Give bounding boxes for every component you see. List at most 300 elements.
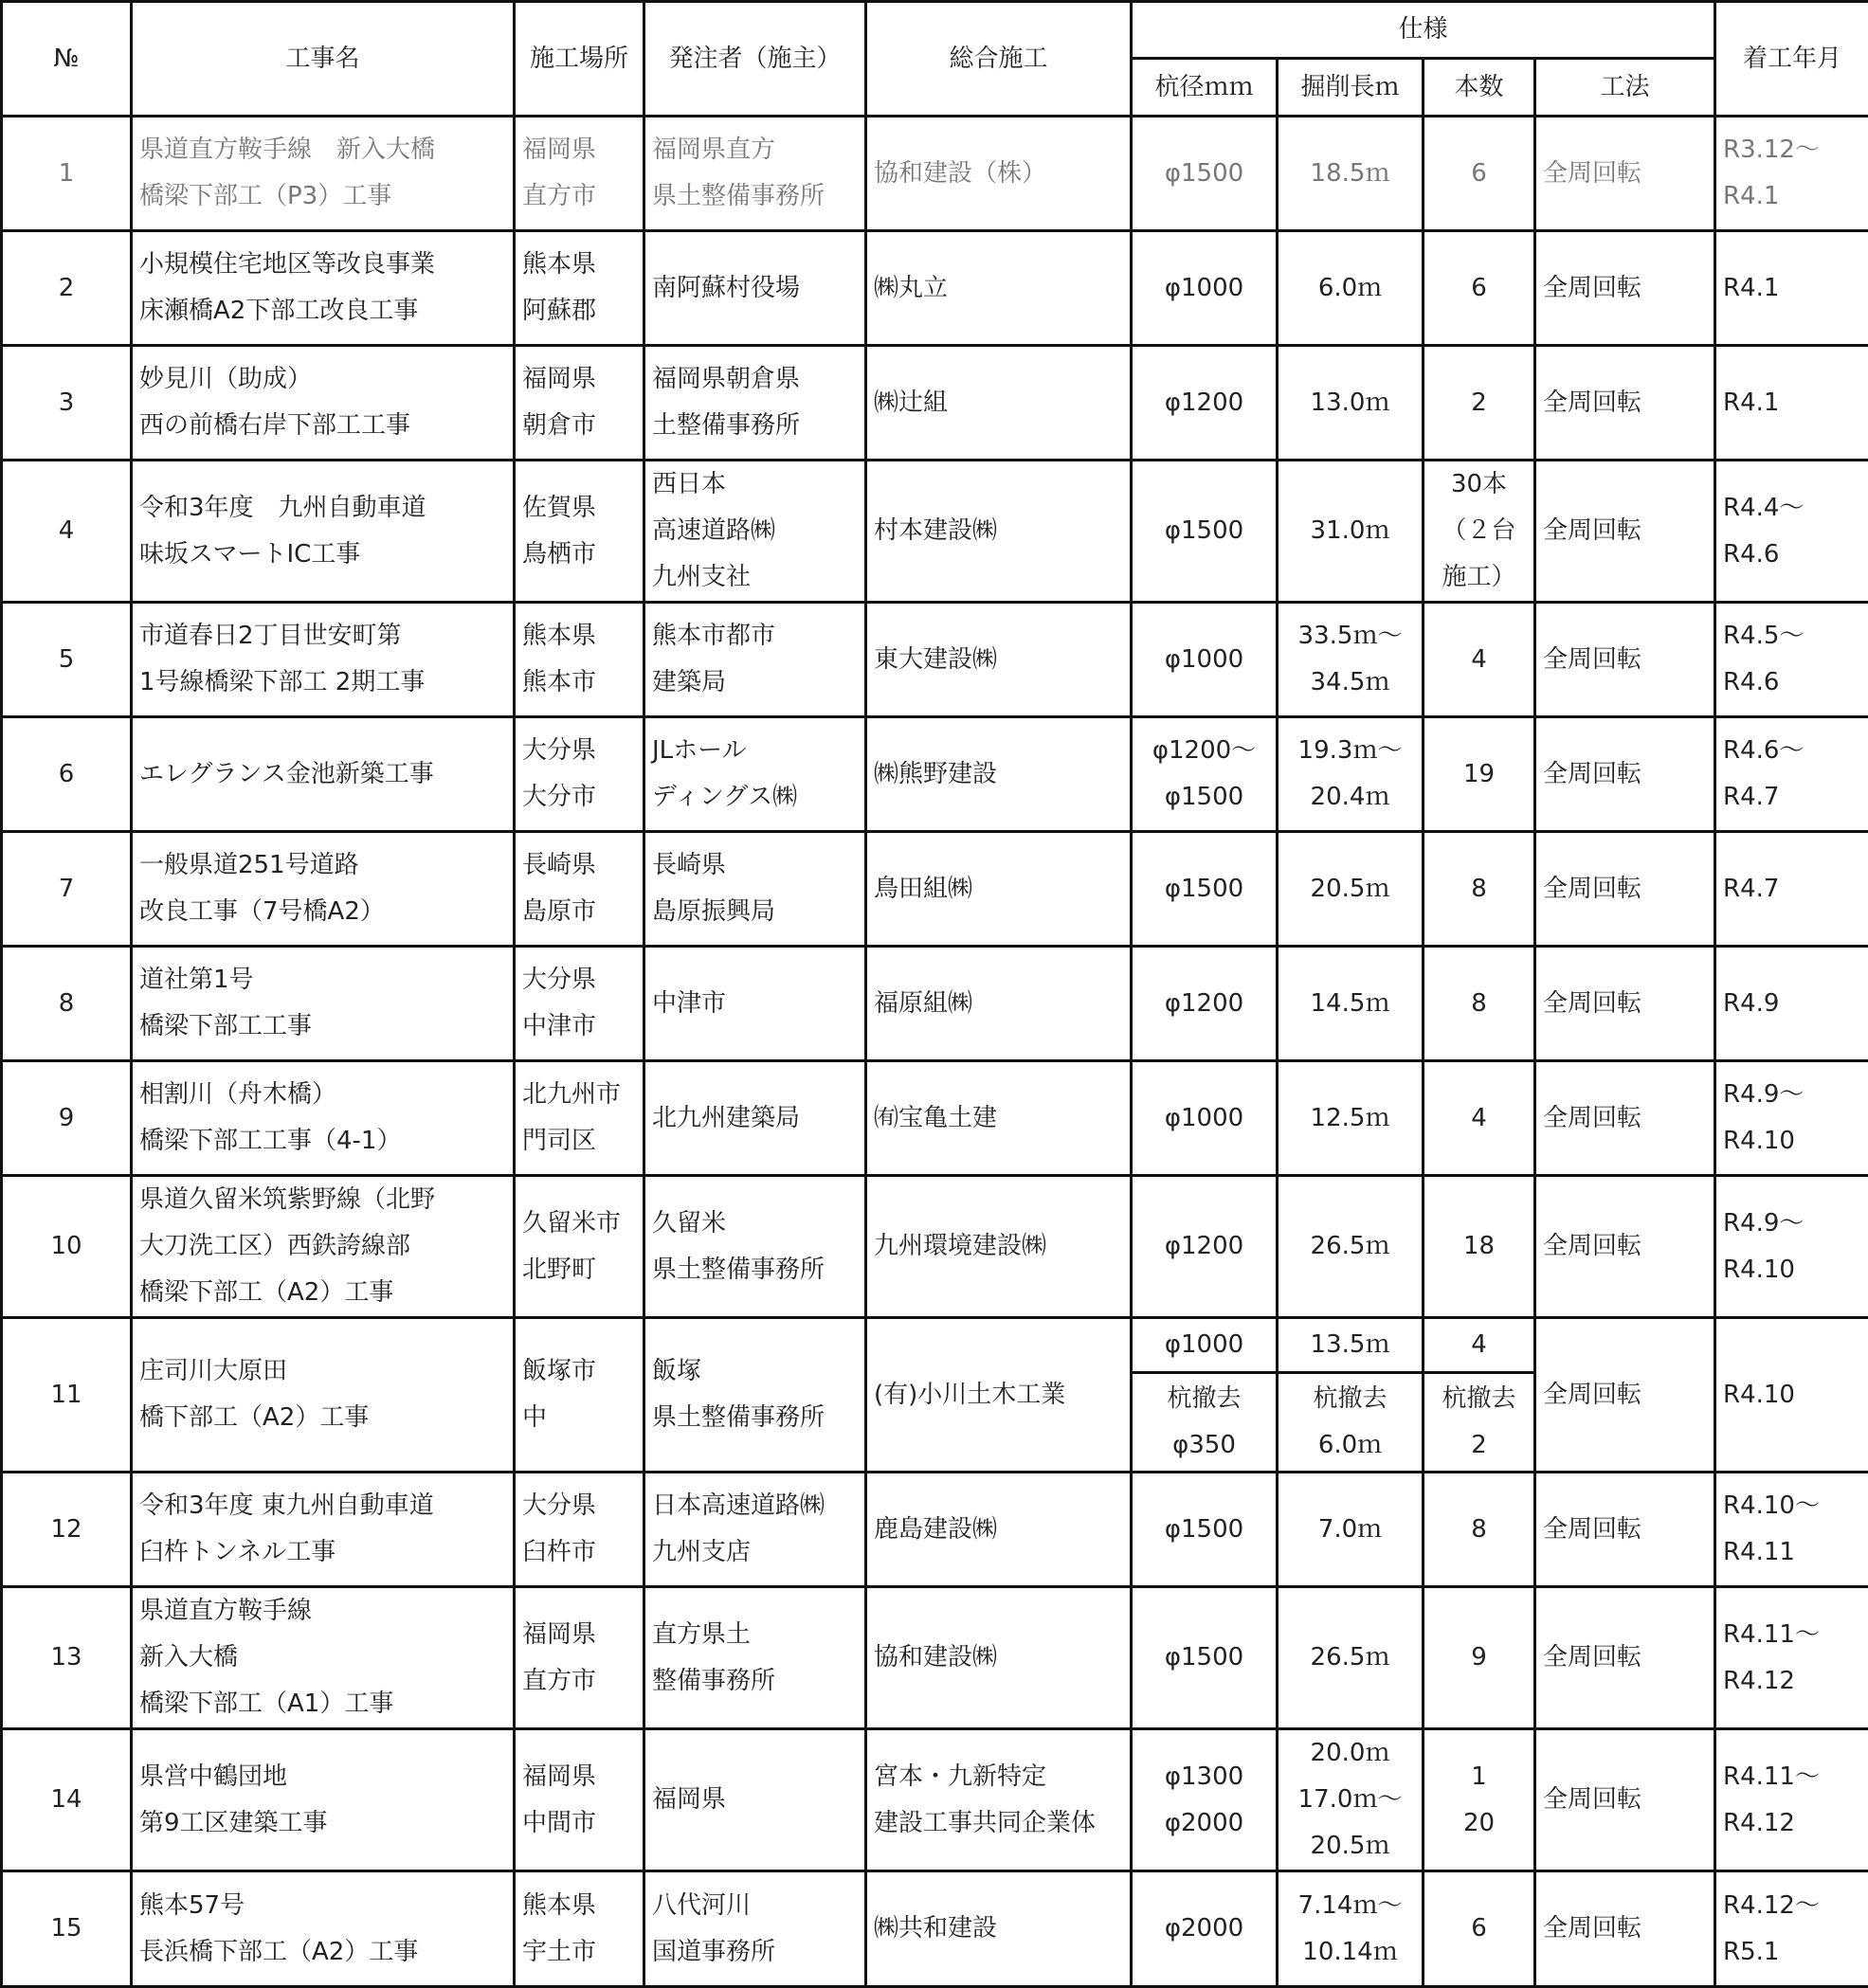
cell-no [2, 461, 132, 603]
cell-depth [1278, 231, 1424, 346]
cell-line: 2 [1431, 1422, 1527, 1469]
cell-line: 13 [9, 1635, 123, 1681]
cell-line: 全周回転 [1543, 1095, 1707, 1142]
cell-line: 市道春日2丁目世安町第 [139, 613, 506, 660]
table-row [2, 1318, 1868, 1373]
cell-contractor [866, 1061, 1132, 1176]
cell-line: R4.12 [1723, 1658, 1861, 1705]
cell-count [1424, 231, 1535, 346]
cell-line: R4.9 [1723, 981, 1861, 1027]
cell-client [644, 1061, 866, 1176]
cell-line: R4.11～ [1723, 1754, 1861, 1800]
cell-contractor [866, 1729, 1132, 1871]
cell-no [2, 1587, 132, 1729]
cell-line: 杭撤去 [1139, 1376, 1269, 1422]
cell-line: 宇土市 [522, 1929, 636, 1976]
cell-line: 久留米市 [522, 1201, 636, 1247]
cell-line: R3.12～ [1723, 127, 1861, 173]
cell-line: 6 [1431, 151, 1527, 197]
cell-line: 杭撤去 [1285, 1376, 1415, 1422]
cell-diameter [1132, 1318, 1278, 1373]
cell-line: R4.10 [1723, 1118, 1861, 1165]
cell-line: 14 [9, 1777, 123, 1823]
cell-count-removal [1424, 1373, 1535, 1473]
cell-line: φ1000 [1139, 1322, 1269, 1368]
cell-line: 福岡県 [522, 1612, 636, 1658]
cell-client [644, 117, 866, 231]
cell-depth [1278, 346, 1424, 461]
header-client: 発注者（施主） [644, 2, 866, 117]
cell-line: 協和建設㈱ [874, 1635, 1123, 1681]
cell-line: 全周回転 [1543, 508, 1707, 554]
cell-contractor [866, 1176, 1132, 1318]
cell-location [515, 603, 644, 717]
cell-line: JLホール [652, 728, 858, 774]
cell-count [1424, 117, 1535, 231]
cell-location [515, 1318, 644, 1473]
cell-line: 大分市 [522, 774, 636, 821]
cell-line: 飯塚 [652, 1348, 858, 1395]
cell-line: 橋梁下部工工事 [139, 1003, 506, 1050]
cell-line: 島原振興局 [652, 889, 858, 935]
cell-line: 4 [1431, 1322, 1527, 1368]
cell-depth [1278, 947, 1424, 1061]
cell-depth [1278, 1061, 1424, 1176]
cell-line: 6.0ｍ [1285, 265, 1415, 312]
cell-diameter [1132, 603, 1278, 717]
cell-line: 一般県道251号道路 [139, 842, 506, 889]
cell-line: 県土整備事務所 [652, 1247, 858, 1293]
cell-line: 20.4ｍ [1285, 774, 1415, 821]
cell-contractor [866, 832, 1132, 947]
cell-line: 7.0ｍ [1285, 1507, 1415, 1553]
cell-name [132, 717, 515, 832]
cell-line: φ1000 [1139, 637, 1269, 683]
cell-method [1535, 603, 1715, 717]
cell-line: φ1500 [1139, 508, 1269, 554]
table-row [2, 1176, 1868, 1318]
cell-name [132, 1587, 515, 1729]
cell-line: 6.0ｍ [1285, 1422, 1415, 1469]
cell-line: 改良工事（7号橋A2） [139, 889, 506, 935]
cell-contractor [866, 117, 1132, 231]
cell-location [515, 461, 644, 603]
cell-location [515, 1729, 644, 1871]
cell-line: 20.0ｍ [1285, 1730, 1415, 1777]
cell-count [1424, 1587, 1535, 1729]
cell-start [1715, 461, 1868, 603]
cell-line: 九州支店 [652, 1529, 858, 1576]
cell-line: ㈱辻組 [874, 380, 1123, 426]
cell-line: 熊本県 [522, 1883, 636, 1929]
cell-no [2, 1473, 132, 1587]
cell-line: 7.14ｍ～ [1285, 1883, 1415, 1929]
cell-line: 4 [1431, 637, 1527, 683]
cell-location [515, 1871, 644, 1987]
cell-line: 17.0ｍ～ [1285, 1777, 1415, 1823]
table-body [2, 117, 1868, 1987]
cell-line: 日本高速道路㈱ [652, 1483, 858, 1529]
cell-line: 18 [1431, 1223, 1527, 1270]
cell-count [1424, 1318, 1535, 1373]
cell-no [2, 1061, 132, 1176]
cell-line: R5.1 [1723, 1929, 1861, 1976]
cell-location [515, 1587, 644, 1729]
cell-line: 全周回転 [1543, 751, 1707, 798]
cell-depth [1278, 1729, 1424, 1871]
cell-line: 大刀洗工区）西鉄誇線部 [139, 1223, 506, 1270]
cell-client [644, 1871, 866, 1987]
cell-client [644, 1729, 866, 1871]
cell-location [515, 1176, 644, 1318]
cell-line: 直方市 [522, 173, 636, 220]
cell-count [1424, 1871, 1535, 1987]
cell-method [1535, 1587, 1715, 1729]
cell-name [132, 947, 515, 1061]
cell-line: 31.0ｍ [1285, 508, 1415, 554]
header-start: 着工年月 [1715, 2, 1868, 117]
cell-line: φ1500 [1139, 1635, 1269, 1681]
header-diameter: 杭径ｍｍ [1132, 59, 1278, 117]
cell-line: φ1500 [1139, 866, 1269, 913]
table-row [2, 461, 1868, 603]
cell-no [2, 231, 132, 346]
cell-line: 12.5ｍ [1285, 1095, 1415, 1142]
cell-start [1715, 231, 1868, 346]
cell-line: 熊本県 [522, 242, 636, 288]
cell-line: 整備事務所 [652, 1658, 858, 1705]
cell-no [2, 832, 132, 947]
cell-contractor [866, 346, 1132, 461]
cell-contractor [866, 461, 1132, 603]
cell-no [2, 1318, 132, 1473]
cell-line: 1号線橋梁下部工 2期工事 [139, 660, 506, 706]
cell-no [2, 1729, 132, 1871]
cell-line: 床瀬橋A2下部工改良工事 [139, 288, 506, 334]
cell-line: 8 [1431, 981, 1527, 1027]
table-row [2, 947, 1868, 1061]
cell-line: φ1500 [1139, 151, 1269, 197]
cell-line: 久留米 [652, 1201, 858, 1247]
cell-line: φ1200 [1139, 981, 1269, 1027]
cell-diameter [1132, 1176, 1278, 1318]
cell-line: 中 [522, 1395, 636, 1441]
header-no: № [2, 2, 132, 117]
table-row [2, 717, 1868, 832]
cell-line: 9 [1431, 1635, 1527, 1681]
cell-line: φ1200 [1139, 1223, 1269, 1270]
cell-diameter [1132, 346, 1278, 461]
header-name: 工事名 [132, 2, 515, 117]
cell-depth [1278, 603, 1424, 717]
cell-line: 33.5ｍ～ [1285, 613, 1415, 660]
cell-line: R4.1 [1723, 173, 1861, 220]
cell-diameter [1132, 1473, 1278, 1587]
cell-line: 道社第1号 [139, 957, 506, 1003]
cell-line: 新入大橋 [139, 1635, 506, 1681]
cell-line: 10.14ｍ [1285, 1929, 1415, 1976]
cell-contractor [866, 717, 1132, 832]
table-row [2, 832, 1868, 947]
cell-line: 8 [9, 981, 123, 1027]
cell-start [1715, 1871, 1868, 1987]
cell-name [132, 231, 515, 346]
cell-line: 6 [1431, 265, 1527, 312]
cell-line: R4.12～ [1723, 1883, 1861, 1929]
cell-line: 土整備事務所 [652, 403, 858, 449]
cell-line: φ2000 [1139, 1800, 1269, 1847]
cell-line: 全周回転 [1543, 1223, 1707, 1270]
cell-diameter [1132, 231, 1278, 346]
table-row [2, 1729, 1868, 1871]
cell-contractor [866, 1473, 1132, 1587]
cell-line: 島原市 [522, 889, 636, 935]
cell-method [1535, 461, 1715, 603]
cell-line: 九州環境建設㈱ [874, 1223, 1123, 1270]
cell-line: 18.5ｍ [1285, 151, 1415, 197]
cell-line: 全周回転 [1543, 1777, 1707, 1823]
cell-line: エレグランス金池新築工事 [139, 751, 506, 798]
cell-client [644, 1587, 866, 1729]
cell-line: 県土整備事務所 [652, 1395, 858, 1441]
cell-line: φ1500 [1139, 1507, 1269, 1553]
cell-line: (有)小川土木工業 [874, 1372, 1123, 1419]
cell-line: φ1500 [1139, 774, 1269, 821]
cell-name [132, 1729, 515, 1871]
cell-line: 福岡県直方 [652, 127, 858, 173]
cell-line: R4.10 [1723, 1247, 1861, 1293]
cell-start [1715, 117, 1868, 231]
cell-line: 8 [1431, 866, 1527, 913]
cell-method [1535, 1871, 1715, 1987]
cell-depth [1278, 1176, 1424, 1318]
header-contractor: 総合施工 [866, 2, 1132, 117]
cell-line: 全周回転 [1543, 866, 1707, 913]
cell-line: 県道久留米筑紫野線（北野 [139, 1177, 506, 1223]
cell-line: 令和3年度 九州自動車道 [139, 485, 506, 532]
cell-line: φ2000 [1139, 1906, 1269, 1952]
cell-count [1424, 832, 1535, 947]
cell-line: 福原組㈱ [874, 981, 1123, 1027]
cell-count [1424, 947, 1535, 1061]
table-row [2, 603, 1868, 717]
cell-line: φ1000 [1139, 265, 1269, 312]
cell-no [2, 1176, 132, 1318]
cell-line: 熊本市 [522, 660, 636, 706]
cell-client [644, 461, 866, 603]
cell-line: 中津市 [522, 1003, 636, 1050]
cell-line: 6 [9, 751, 123, 798]
cell-line: 20.5ｍ [1285, 1823, 1415, 1870]
cell-line: 鳥田組㈱ [874, 866, 1123, 913]
cell-line: 臼杵トンネル工事 [139, 1529, 506, 1576]
cell-line: 阿蘇郡 [522, 288, 636, 334]
cell-name [132, 1061, 515, 1176]
cell-name [132, 461, 515, 603]
cell-method [1535, 1176, 1715, 1318]
cell-line: 村本建設㈱ [874, 508, 1123, 554]
cell-line: R4.1 [1723, 380, 1861, 426]
cell-line: 19.3ｍ～ [1285, 728, 1415, 774]
cell-client [644, 1318, 866, 1473]
cell-line: φ350 [1139, 1422, 1269, 1469]
cell-no [2, 346, 132, 461]
cell-start [1715, 1729, 1868, 1871]
cell-line: 福岡県 [652, 1777, 858, 1823]
cell-location [515, 947, 644, 1061]
cell-location [515, 717, 644, 832]
cell-method [1535, 117, 1715, 231]
cell-line: 橋梁下部工（A2）工事 [139, 1270, 506, 1316]
cell-line: 1 [9, 151, 123, 197]
cell-client [644, 832, 866, 947]
cell-start [1715, 1318, 1868, 1473]
cell-client [644, 717, 866, 832]
cell-line: 14.5ｍ [1285, 981, 1415, 1027]
cell-line: 県土整備事務所 [652, 173, 858, 220]
cell-line: ㈱丸立 [874, 265, 1123, 312]
cell-line: 八代河川 [652, 1883, 858, 1929]
cell-method [1535, 1318, 1715, 1473]
cell-client [644, 346, 866, 461]
cell-line: R4.10～ [1723, 1483, 1861, 1529]
cell-line: 県道直方鞍手線 新入大橋 [139, 127, 506, 173]
cell-no [2, 117, 132, 231]
cell-start [1715, 603, 1868, 717]
cell-line: 4 [1431, 1095, 1527, 1142]
cell-location [515, 346, 644, 461]
cell-start [1715, 1176, 1868, 1318]
cell-line: 20 [1431, 1800, 1527, 1847]
cell-line: 熊本57号 [139, 1883, 506, 1929]
cell-line: R4.9～ [1723, 1072, 1861, 1118]
cell-line: 南阿蘇村役場 [652, 265, 858, 312]
cell-line: 11 [9, 1372, 123, 1419]
cell-client [644, 947, 866, 1061]
cell-start [1715, 1061, 1868, 1176]
cell-depth [1278, 1473, 1424, 1587]
cell-line: 全周回転 [1543, 265, 1707, 312]
cell-line: 相割川（舟木橋） [139, 1072, 506, 1118]
cell-depth [1278, 117, 1424, 231]
table-row [2, 346, 1868, 461]
cell-line: 飯塚市 [522, 1348, 636, 1395]
cell-name [132, 1318, 515, 1473]
cell-line: R4.6 [1723, 660, 1861, 706]
header-count: 本数 [1424, 59, 1535, 117]
cell-line: 門司区 [522, 1118, 636, 1165]
cell-line: （２台 [1431, 508, 1527, 554]
cell-line: 10 [9, 1223, 123, 1270]
cell-diameter [1132, 1871, 1278, 1987]
cell-line: 長崎県 [652, 842, 858, 889]
cell-line: φ1000 [1139, 1095, 1269, 1142]
header-location: 施工場所 [515, 2, 644, 117]
cell-line: 建設工事共同企業体 [874, 1800, 1123, 1847]
cell-line: R4.10 [1723, 1372, 1861, 1419]
cell-line: 福岡県 [522, 1754, 636, 1800]
cell-line: R4.4～ [1723, 485, 1861, 532]
cell-line: 7 [9, 866, 123, 913]
cell-count [1424, 1473, 1535, 1587]
cell-method [1535, 947, 1715, 1061]
cell-no [2, 947, 132, 1061]
cell-line: 1 [1431, 1754, 1527, 1800]
cell-start [1715, 1473, 1868, 1587]
cell-line: 第9工区建築工事 [139, 1800, 506, 1847]
cell-line: 橋梁下部工（A1）工事 [139, 1681, 506, 1727]
cell-line: 大分県 [522, 957, 636, 1003]
cell-count [1424, 346, 1535, 461]
cell-diameter [1132, 117, 1278, 231]
cell-line: 令和3年度 東九州自動車道 [139, 1483, 506, 1529]
cell-line: R4.12 [1723, 1800, 1861, 1847]
cell-line: 東大建設㈱ [874, 637, 1123, 683]
cell-line: R4.7 [1723, 774, 1861, 821]
cell-name [132, 346, 515, 461]
cell-line: ディングス㈱ [652, 774, 858, 821]
cell-depth [1278, 1871, 1424, 1987]
cell-line: 庄司川大原田 [139, 1348, 506, 1395]
cell-line: 北九州市 [522, 1072, 636, 1118]
cell-location [515, 117, 644, 231]
cell-no [2, 717, 132, 832]
cell-count [1424, 717, 1535, 832]
cell-line: ㈱共和建設 [874, 1906, 1123, 1952]
cell-depth [1278, 1318, 1424, 1373]
cell-line: 4 [9, 508, 123, 554]
cell-line: 朝倉市 [522, 403, 636, 449]
cell-count [1424, 1176, 1535, 1318]
cell-line: 橋梁下部工（P3）工事 [139, 173, 506, 220]
cell-line: 12 [9, 1507, 123, 1553]
cell-line: 全周回転 [1543, 1906, 1707, 1952]
cell-line: R4.11～ [1723, 1612, 1861, 1658]
table-row [2, 117, 1868, 231]
table-row [2, 1587, 1868, 1729]
cell-line: 熊本市都市 [652, 613, 858, 660]
cell-line: 26.5ｍ [1285, 1223, 1415, 1270]
cell-diameter [1132, 832, 1278, 947]
cell-line: 北野町 [522, 1247, 636, 1293]
cell-line: φ1200 [1139, 380, 1269, 426]
cell-line: 大分県 [522, 1483, 636, 1529]
cell-line: 橋梁下部工工事（4-1） [139, 1118, 506, 1165]
cell-contractor [866, 231, 1132, 346]
cell-line: 施工） [1431, 554, 1527, 601]
cell-line: φ1300 [1139, 1754, 1269, 1800]
cell-line: 9 [9, 1095, 123, 1142]
cell-line: 3 [9, 380, 123, 426]
cell-line: 西の前橋右岸下部工工事 [139, 403, 506, 449]
cell-location [515, 1061, 644, 1176]
cell-line: 13.5ｍ [1285, 1322, 1415, 1368]
cell-line: 34.5ｍ [1285, 660, 1415, 706]
cell-line: 19 [1431, 751, 1527, 798]
cell-line: 長崎県 [522, 842, 636, 889]
cell-line: 杭撤去 [1431, 1376, 1527, 1422]
cell-line: 鳥栖市 [522, 532, 636, 578]
cell-line: 直方県土 [652, 1612, 858, 1658]
cell-line: 30本 [1431, 461, 1527, 508]
cell-line: 全周回転 [1543, 1372, 1707, 1419]
cell-depth [1278, 717, 1424, 832]
cell-contractor [866, 1587, 1132, 1729]
cell-line: R4.6 [1723, 532, 1861, 578]
cell-line: 13.0ｍ [1285, 380, 1415, 426]
cell-diameter [1132, 461, 1278, 603]
cell-line: 2 [9, 265, 123, 312]
